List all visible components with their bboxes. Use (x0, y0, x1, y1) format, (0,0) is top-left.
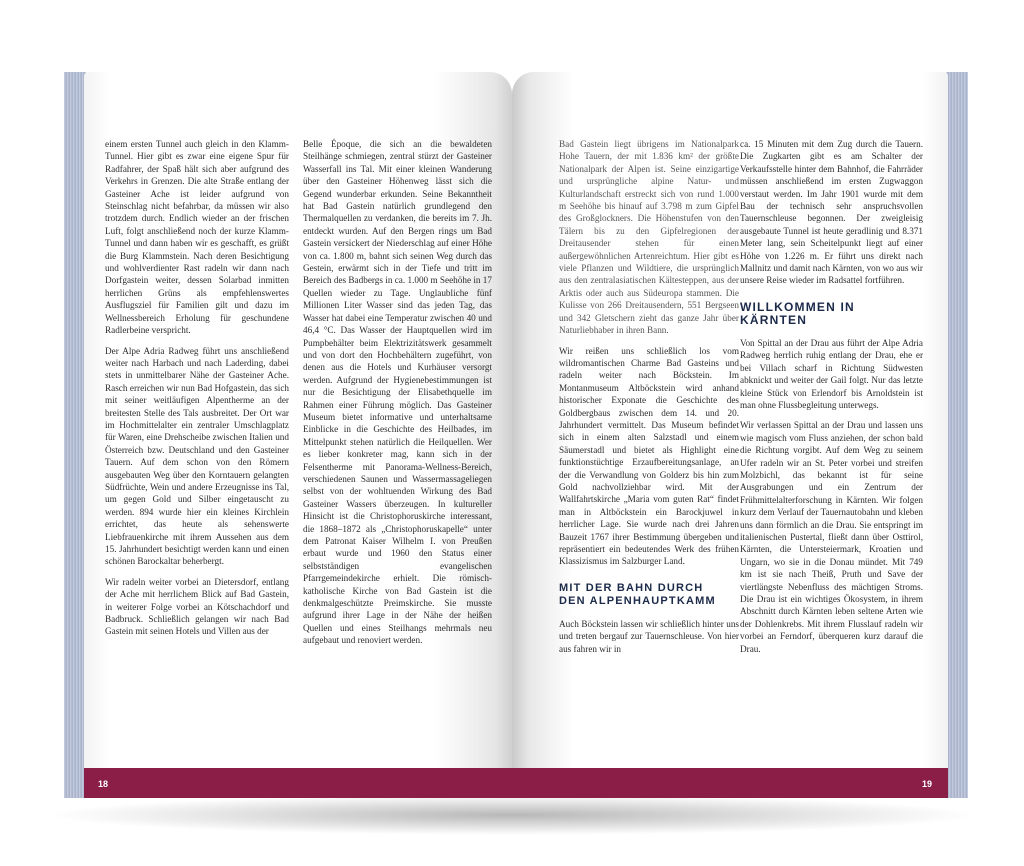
right-page-column-1 (559, 138, 739, 663)
left-page-edge (64, 72, 86, 798)
highlight-paragraph: Bad Gastein liegt übrigens im Nationalpark Hohe Tauern, der mit 1.836 km² der größte Nationalpark der Alpen ist. Seine einzigartige und ursprüngliche alpine Natur- und Kulturlandschaft erstreckt sich von rund 1.000 m Seehöhe bis hinauf auf 3.798 m zum Gipfel des Großglockners. Die Höhenstufen von den Tälern bis zu den Gipfelregionen der Dreitausender stehen für einen außergewöhnlichen Artenreichtum. Hier gibt es viele Pflanzen und Wildtiere, die ursprünglich aus den zentralasiatischen Kältesteppen, aus der Arktis oder auch aus Südeuropa stammen. Die Kulisse von 266 Dreitausendern, 551 Bergseen und 342 Gletschern zieht das ganze Jahr über Naturliebhaber in ihren Bann. (559, 139, 739, 336)
section-heading (559, 582, 739, 608)
right-page-column-2 (740, 138, 923, 663)
paragraph: einem ersten Tunnel auch gleich in den Klamm-Tunnel. Hier gibt es zwar eine eigene Spur für Radfahrer, der Spaß hält sich aber aufgrund des Verkehrs in Grenzen. Die alte Straße entlang der Gasteiner Ache ist leider aufgrund von Steinschlag nicht befahrbar, da müssen wir also trotzdem durch. Endlich wieder an der frischen Luft, folgt anschließend noch der kurze Klamm-Tunnel und dann haben wir es geschafft, es grüßt die Burg Klammstein. Nach deren Besichtigung und wohlverdienter Rast radeln wir dann nach Dorfgastein weiter, dessen Solarbad inmitten herrlichen Grüns als empfehlenswertes Ausflugsziel für Familien gilt und dazu im Wellnessbereich Erholung für geschundene Radlerbeine verspricht. (105, 139, 289, 336)
left-page-column-2 (303, 138, 492, 655)
paragraph: Wir verlassen Spittal an der Drau und lassen uns wie magisch vom Fluss anziehen, der schon bald die Richtung vorgibt. Auf dem Weg zu seinem Ufer radeln wir an St. Peter vorbei und streifen Molzbichl, das bekannt ist für seine Ausgrabungen und ein Zentrum der Frühmittelalterforschung in Kärnten. Wir folgen kurz dem Verlauf der Tauernautobahn und kleben uns dann förmlich an die Drau. Sie entspringt im italienischen Pustertal, fließt dann über Osttirol, Kärnten, die Untersteiermark, Kroatien und Ungarn, wo sie in die Donau mündet. Mit 749 km ist sie nach Theiß, Pruth und Save der viertlängste Nebenfluss des mächtigen Stroms. Die Drau ist ein wichtiges Ökosystem, in ihrem Abschnitt durch Kärnten leben seltene Arten wie der Dohlenkrebs. Mit ihrem Flusslauf radeln wir vorbei an Ferndorf, überqueren kurz darauf die Drau. (740, 420, 923, 654)
heading-line: WILLKOMMEN IN (740, 299, 855, 314)
left-page (84, 72, 512, 798)
paragraph: Wir radeln weiter vorbei an Dietersdorf, entlang der Ache mit herrlichem Blick auf Bad Gastein, in weiterer Folge vorbei an Kötschachdorf und Badbruck. Schließlich gelangen wir nach Bad Gastein mit seinen Hotels und Villen aus der (105, 576, 289, 637)
heading-line: DEN ALPENHAUPTKAMM (559, 594, 716, 607)
heading-line: KÄRNTEN (740, 312, 808, 327)
footer-band (512, 768, 948, 798)
paragraph: ca. 15 Minuten mit dem Zug durch die Tauern. Die Zugkarten gibt es am Schalter der Verkaufsstelle hinter dem Bahnhof, die Fahrräder müssen anschließend im ersten Zugwaggon verstaut werden. Im Jahr 1901 wurde mit dem Bau der technisch sehr anspruchsvollen Tauernschleuse begonnen. Der zweigleisig ausgebaute Tunnel ist heute geradlinig und 8.371 Meter lang, sein Scheitelpunkt liegt auf einer Höhe von 1.226 m. Er führt uns direkt nach Mallnitz und damit nach Kärnten, von wo aus wir unsere Reise wieder im Radsattel fortführen. (740, 139, 923, 286)
left-page-column-1 (105, 138, 289, 646)
page-number: 18 (98, 779, 109, 789)
paragraph: Belle Époque, die sich an die bewaldeten Steilhänge schmiegen, zentral stürzt der Gasteiner Wasserfall ins Tal. Mit einer kleinen Wanderung über den Gasteiner Höhenweg lässt sich die Gegend wunderbar erkunden. Seine Bekanntheit hat Bad Gastein natürlich grundlegend den Thermalquellen zu verdanken, die bereits im 7. Jh. entdeckt wurden. Auf den Bergen rings um Bad Gastein versickert der Niederschlag auf einer Höhe von ca. 1.800 m, bahnt sich seinen Weg durch das Gestein, erwärmt sich in der Tiefe und tritt im Bereich des Badbergs in ca. 1.000 m Seehöhe in 17 Quellen wieder zu Tage. Unglaubliche fünf Millionen Liter Wasser sind das jeden Tag, das Wasser hat dabei eine Temperatur zwischen 40 und 46,4 °C. Das Wasser der Hauptquellen wird im Pumpbehälter beim Elektrizitätswerk gesammelt und von dort den Hochbehältern zugeführt, von denen aus die Hotels und Kurhäuser versorgt werden. Aufgrund der Hygienebestimmungen ist nur die Besichtigung der Elisabethquelle im Rahmen einer Führung möglich. Das Gasteiner Museum bietet informative und unterhaltsame Einblicke in die Geschichte des Heilbades, im Mittelpunkt stehen natürlich die Heilquellen. Wer es lieber konkreter mag, kann sich in der Felsentherme mit Panorama-Wellness-Bereich, verschiedenen Saunen und Wassermassageliegen selbst von der wohltuenden Wirkung des Bad Gasteiner Wassers überzeugen. In kultureller Hinsicht ist die Christophoruskirche interessant, die 1868–1872 als „Christophoruskapelle“ unter dem Patronat Kaiser Wilhelm I. von Preußen erbaut wurde und 1960 den Status einer selbstständigen evangelischen Pfarrgemeindekirche erhielt. Die römisch-katholische Kirche von Bad Gastein ist die denkmalgeschützte Preimskirche. Sie musste aufgrund ihrer Lage in der Nähe der heißen Quellen und eines Steilhangs mehrmals neu aufgebaut und renoviert werden. (303, 139, 492, 646)
paragraph: Wir reißen uns schließlich los vom wildromantischen Charme Bad Gasteins und radeln weiter nach Böckstein. Im Montanmuseum Altböckstein wird anhand historischer Exponate die Geschichte des Goldbergbaus zwischen dem 14. und 20. Jahrhundert vermittelt. Das Museum befindet sich in einem alten Salzstadl und einem Säumerstadl und bietet als Highlight eine funktionstüchtige Erzaufbereitungsanlage, an der die Verwandlung von Golderz bis hin zum Gold nachvollziehbar wird. Mit der Wallfahrtskirche „Maria vom guten Rat“ findet man in Altböckstein ein Barockjuwel in herrlicher Lage. Sie wurde nach drei Jahren Bauzeit 1767 ihrer Bestimmung übergeben und repräsentiert ein bedeutendes Werk des frühen Klassizismus im Salzburger Land. (559, 345, 739, 567)
book-shadow (45, 795, 980, 835)
paragraph: Von Spittal an der Drau aus führt der Alpe Adria Radweg herrlich ruhig entlang der Drau, ehe er bei Villach scharf in Richtung Südwesten abknickt und weiter der Gail folgt. Nur das letzte kleine Stück von Erlendorf bis Arnoldstein ist man ohne Flussbegleitung unterwegs. (740, 337, 923, 410)
paragraph: Der Alpe Adria Radweg führt uns anschließend weiter nach Harbach und nach Laderding, dabei stets in unmittelbarer Nähe der Gasteiner Ache. Rasch erreichen wir nun Bad Hofgastein, das sich mit seiner weitläufigen Alpentherme an der breitesten Stelle des Tals ausbreitet. Der Ort war im Hochmittelalter ein zentraler Umschlagplatz für Waren, eine Drehscheibe zwischen Italien und Österreich bzw. Deutschland und den Gasteiner Tauern. Auf dem schon von den Römern ausgebauten Weg über den Korntauern gelangten Südfrüchte, Wein und andere Erzeugnisse ins Tal, um gegen Gold und Silber eingetauscht zu werden. 894 wurde hier ein kleines Kirchlein errichtet, das heute als sehenswerte Liebfrauenkirche mit ihrem Aussehen aus dem 15. Jahrhundert besichtigt werden kann und einen schönen Barockaltar beherbergt. (105, 345, 289, 567)
paragraph: Auch Böckstein lassen wir schließlich hinter uns und treten bergauf zur Tauernschleuse. Von hier aus fahren wir in (559, 618, 739, 654)
right-page (512, 72, 948, 798)
footer-band (84, 768, 512, 798)
right-page-edge (946, 72, 968, 798)
section-heading (740, 301, 923, 327)
page-number: 19 (921, 779, 932, 789)
heading-line: MIT DER BAHN DURCH (559, 581, 704, 594)
